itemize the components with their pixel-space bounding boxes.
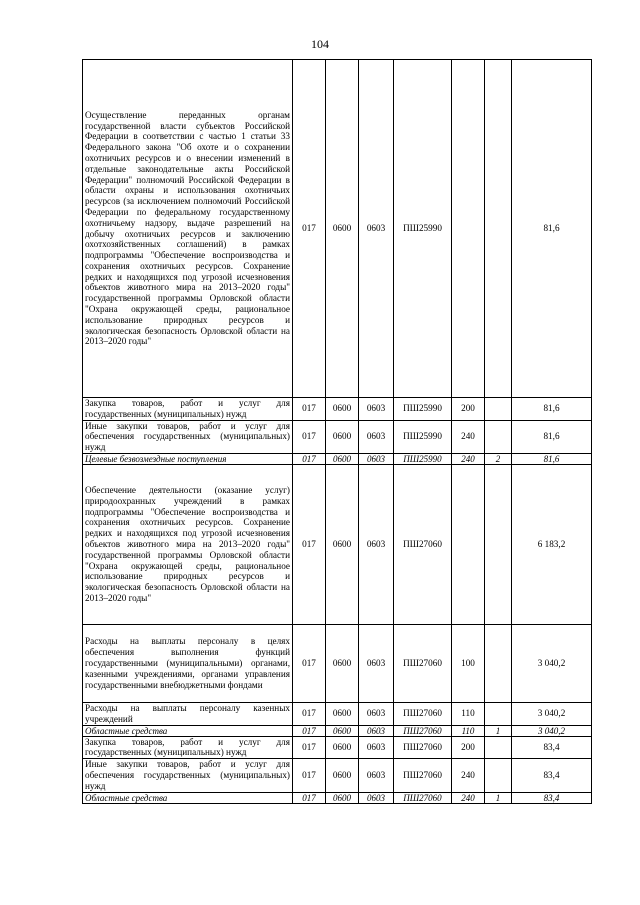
subsection-code: 0603	[359, 398, 394, 421]
row-name: Областные средства	[83, 792, 293, 803]
funding-source-code	[485, 624, 512, 702]
row-name: Расходы на выплаты персоналу в целях обеспечения выполнения функций государственными (муниципальными) органами, казенными учреждениями, органами управления государственными внебюджетными фондами	[83, 624, 293, 702]
subsection-code: 0603	[359, 453, 394, 464]
ministry-code: 017	[293, 792, 326, 803]
amount: 83,4	[512, 792, 592, 803]
section-code: 0600	[326, 792, 359, 803]
section-code: 0600	[326, 702, 359, 725]
expense-type-code: 240	[452, 453, 485, 464]
table-row	[83, 420, 592, 453]
amount: 3 040,2	[512, 725, 592, 736]
table-row	[83, 60, 592, 398]
expense-type-code: 240	[452, 792, 485, 803]
budget-table-body	[83, 60, 592, 804]
subsection-code: 0603	[359, 464, 394, 624]
target-code: ПШ27060	[394, 792, 452, 803]
section-code: 0600	[326, 725, 359, 736]
subsection-code: 0603	[359, 759, 394, 792]
section-code: 0600	[326, 624, 359, 702]
section-code: 0600	[326, 60, 359, 398]
target-code: ПШ27060	[394, 464, 452, 624]
amount: 81,6	[512, 453, 592, 464]
table-row	[83, 736, 592, 759]
table-row	[83, 725, 592, 736]
table-row	[83, 624, 592, 702]
subsection-code: 0603	[359, 624, 394, 702]
funding-source-code	[485, 464, 512, 624]
target-code: ПШ25990	[394, 60, 452, 398]
expense-type-code: 100	[452, 624, 485, 702]
target-code: ПШ27060	[394, 759, 452, 792]
target-code: ПШ27060	[394, 702, 452, 725]
amount: 6 183,2	[512, 464, 592, 624]
expense-type-code: 200	[452, 736, 485, 759]
page-number: 104	[311, 37, 329, 51]
funding-source-code	[485, 759, 512, 792]
ministry-code: 017	[293, 420, 326, 453]
table-row	[83, 464, 592, 624]
ministry-code: 017	[293, 464, 326, 624]
row-name: Целевые безвозмездные поступления	[83, 453, 293, 464]
section-code: 0600	[326, 736, 359, 759]
section-code: 0600	[326, 398, 359, 421]
table-row	[83, 759, 592, 792]
row-name: Расходы на выплаты персоналу казенных учреждений	[83, 702, 293, 725]
amount: 83,4	[512, 736, 592, 759]
table-row	[83, 792, 592, 803]
funding-source-code: 1	[485, 725, 512, 736]
subsection-code: 0603	[359, 736, 394, 759]
row-name: Иные закупки товаров, работ и услуг для обеспечения государственных (муниципальных) нужд	[83, 420, 293, 453]
table-row	[83, 702, 592, 725]
section-code: 0600	[326, 453, 359, 464]
target-code: ПШ25990	[394, 453, 452, 464]
expense-type-code: 240	[452, 759, 485, 792]
funding-source-code: 2	[485, 453, 512, 464]
target-code: ПШ27060	[394, 725, 452, 736]
target-code: ПШ27060	[394, 624, 452, 702]
ministry-code: 017	[293, 398, 326, 421]
subsection-code: 0603	[359, 792, 394, 803]
amount: 3 040,2	[512, 702, 592, 725]
row-name: Осуществление переданных органам государственной власти субъектов Российской Федерации в соответствии с частью 1 статьи 33 Федерального закона "Об охоте и о сохранении охотничьих ресурсов и о внесении изменений в отдельные законодательные акты Российской Федерации" полномочий Российской Федерации в области охраны и использования охотничьих ресурсов (за исключением полномочий Российской Федерации по федеральному государственному охотничьему надзору, выдаче разрешений на добычу охотничьих ресурсов и заключению охотхозяйственных соглашений) в рамках подпрограммы "Обеспечение воспроизводства и сохранения охотничьих ресурсов. Сохранение редких и находящихся под угрозой исчезновения объектов животного мира на 2013–2020 годы" государственной программы Орловской области "Охрана окружающей среды, рациональное использование природных ресурсов и экологическая безопасность Орловской области на 2013–2020 годы"	[83, 60, 293, 398]
target-code: ПШ25990	[394, 420, 452, 453]
funding-source-code: 1	[485, 792, 512, 803]
ministry-code: 017	[293, 60, 326, 398]
row-name: Областные средства	[83, 725, 293, 736]
amount: 81,6	[512, 420, 592, 453]
table-row	[83, 453, 592, 464]
ministry-code: 017	[293, 453, 326, 464]
row-name: Закупка товаров, работ и услуг для государственных (муниципальных) нужд	[83, 736, 293, 759]
subsection-code: 0603	[359, 702, 394, 725]
subsection-code: 0603	[359, 60, 394, 398]
target-code: ПШ25990	[394, 398, 452, 421]
row-name: Обеспечение деятельности (оказание услуг) природоохранных учреждений в рамках подпрограммы "Обеспечение воспроизводства и сохранения охотничьих ресурсов. Сохранение редких и находящихся под угрозой исчезновения объектов животного мира на 2013–2020 годы" государственной программы Орловской области "Охрана окружающей среды, рациональное использование природных ресурсов и экологическая безопасность Орловской области на 2013–2020 годы"	[83, 464, 293, 624]
section-code: 0600	[326, 420, 359, 453]
funding-source-code	[485, 398, 512, 421]
ministry-code: 017	[293, 759, 326, 792]
expense-type-code	[452, 60, 485, 398]
amount: 81,6	[512, 398, 592, 421]
ministry-code: 017	[293, 702, 326, 725]
section-code: 0600	[326, 759, 359, 792]
budget-table	[82, 59, 592, 804]
amount: 81,6	[512, 60, 592, 398]
expense-type-code: 110	[452, 702, 485, 725]
funding-source-code	[485, 420, 512, 453]
table-row	[83, 398, 592, 421]
ministry-code: 017	[293, 736, 326, 759]
row-name: Закупка товаров, работ и услуг для государственных (муниципальных) нужд	[83, 398, 293, 421]
expense-type-code: 200	[452, 398, 485, 421]
funding-source-code	[485, 736, 512, 759]
row-name: Иные закупки товаров, работ и услуг для обеспечения государственных (муниципальных) нужд	[83, 759, 293, 792]
ministry-code: 017	[293, 725, 326, 736]
expense-type-code: 110	[452, 725, 485, 736]
amount: 83,4	[512, 759, 592, 792]
funding-source-code	[485, 702, 512, 725]
amount: 3 040,2	[512, 624, 592, 702]
section-code: 0600	[326, 464, 359, 624]
ministry-code: 017	[293, 624, 326, 702]
target-code: ПШ27060	[394, 736, 452, 759]
funding-source-code	[485, 60, 512, 398]
subsection-code: 0603	[359, 725, 394, 736]
subsection-code: 0603	[359, 420, 394, 453]
expense-type-code	[452, 464, 485, 624]
expense-type-code: 240	[452, 420, 485, 453]
